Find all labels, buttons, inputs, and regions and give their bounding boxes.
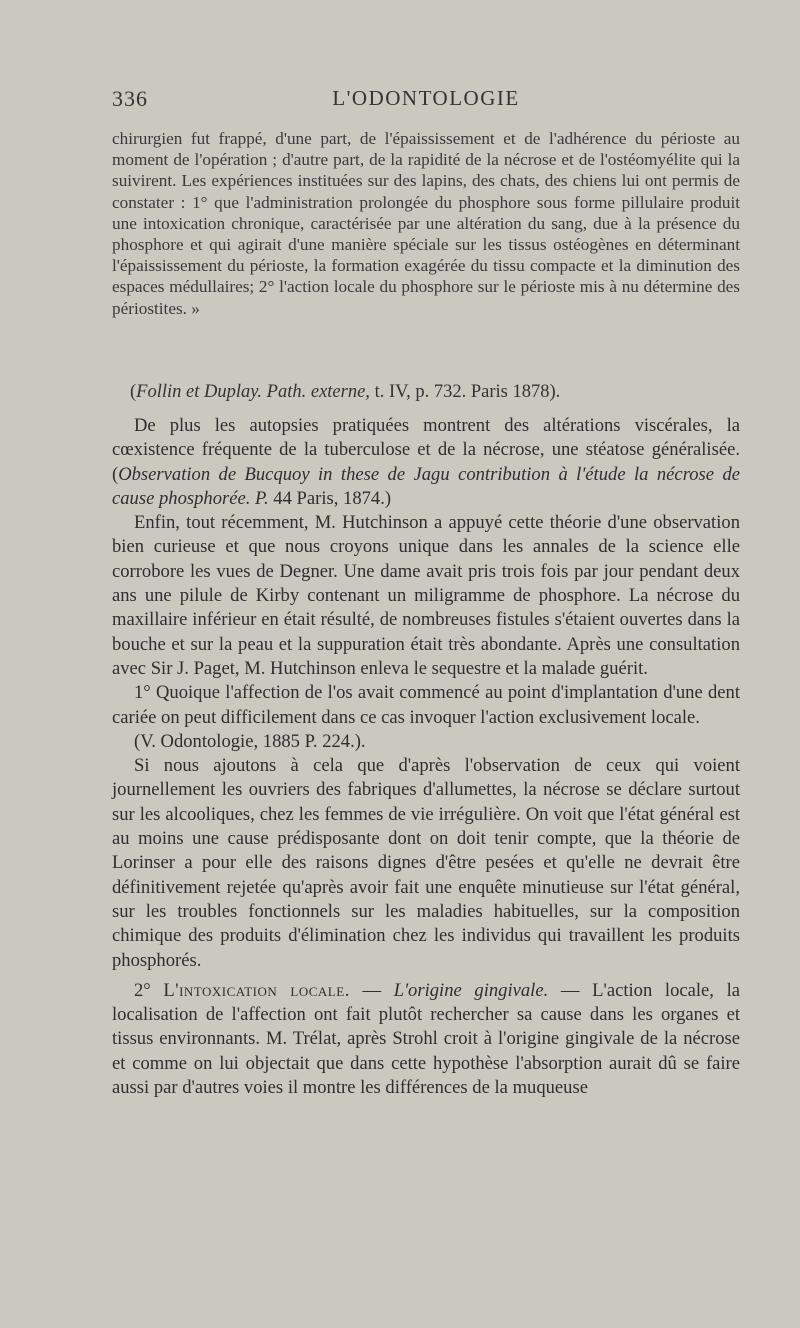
section-heading: L'intoxication locale. bbox=[163, 979, 350, 1001]
paragraph: Enfin, tout récemment, M. Hutchinson a appuyé cette théorie d'une observation bien curieuse et que nous croyons unique dans les annales de la science elle corrobore les vues de Degner. Une dame avait pris trois fois par jour pendant deux ans une pilule de Kirby contenant un miligramme de phosphore. La nécrose du maxillaire inférieur en était résulté, de nombreuses fistules s'étaient ouvertes dans la bouche et sur la peau et la suppuration était très abondante. Après une consultation avec Sir J. Paget, M. Hutchinson enleva le sequestre et la malade guérit. bbox=[112, 512, 740, 679]
page-number: 336 bbox=[112, 86, 148, 111]
citation: (Follin et Duplay. Path. externe, t. IV, p. 732. Paris 1878). bbox=[130, 382, 561, 402]
paragraph: De plus les autopsies pratiquées montrent des altérations viscérales, la cœxistence fréquente de la tuberculose et de la nécrose, une stéatose généralisée. (Observation de Bucquoy in these de Jagu contribution à l'étude la nécrose de cause phosphorée. P. 44 Paris, 1874.) bbox=[112, 415, 740, 509]
running-title: L'ODONTOLOGIE bbox=[332, 86, 520, 110]
quoted-passage: chirurgien fut frappé, d'une part, de l'épaississement et de l'adhérence du périoste au moment de l'opération ; d'autre part, de la rapidité de la nécrose et de l'ostéomyélite qui la suivirent. Les expériences instituées sur des lapins, des chats, des chiens lui ont permis de constater : 1° que l'administration prolongée du phosphore sous forme pillulaire produit une intoxication chronique, caractérisée par une altération du sang, due à la présence du phosphore et qui agirait d'une manière spéciale sur les tissus ostéogènes en déterminant l'épaississement du périoste, la formation exagérée du tissu compacte et la diminution des espaces médullaires; 2° l'action locale du phosphore sur le périoste mis à nu détermine des périostites. » bbox=[112, 129, 740, 318]
section-paragraph: 2° L'intoxication locale. — L'origine gingivale. — L'action locale, la localisation de l'affection ont fait plutôt rechercher sa cause dans les organes et tissus environnants. M. Trélat, après Strohl croit à l'origine gingivale de la nécrose et comme on lui objectait que dans cette hypothèse l'absorption aurait dû se faire aussi par d'autres voies il montre les différences de la muqueuse bbox=[112, 979, 741, 1099]
paragraph: 1° Quoique l'affection de l'os avait commencé au point d'implantation d'une dent cariée on peut difficilement dans ce cas invoquer l'action exclusivement locale. bbox=[112, 682, 740, 728]
subsection-heading: L'origine gingivale. bbox=[393, 979, 549, 1001]
citation-italic: Follin et Duplay. Path. externe, bbox=[136, 382, 370, 402]
paragraph: Si nous ajoutons à cela que d'après l'observation de ceux qui voient journellement les ouvriers des fabriques d'allumettes, la nécrose se déclare surtout sur les alcooliques, chez les femmes de vie irrégulière. On voit que l'état général est au moins une cause prédisposante dont on doit tenir compte, que la théorie de Lorinser a pour elle des raisons dignes d'être pesées et qu'elle ne devrait être définitivement rejetée qu'après avoir fait une enquête minutieuse sur l'état général, sur les troubles fonctionnels sur les maladies habituelles, sur la composition chimique des produits d'élimination chez les individus qui travaillent les produits phosphorés. bbox=[112, 755, 740, 971]
reference: (V. Odontologie, 1885 P. 224.). bbox=[134, 730, 366, 752]
body-text bbox=[112, 414, 740, 1100]
page-header bbox=[112, 86, 740, 116]
